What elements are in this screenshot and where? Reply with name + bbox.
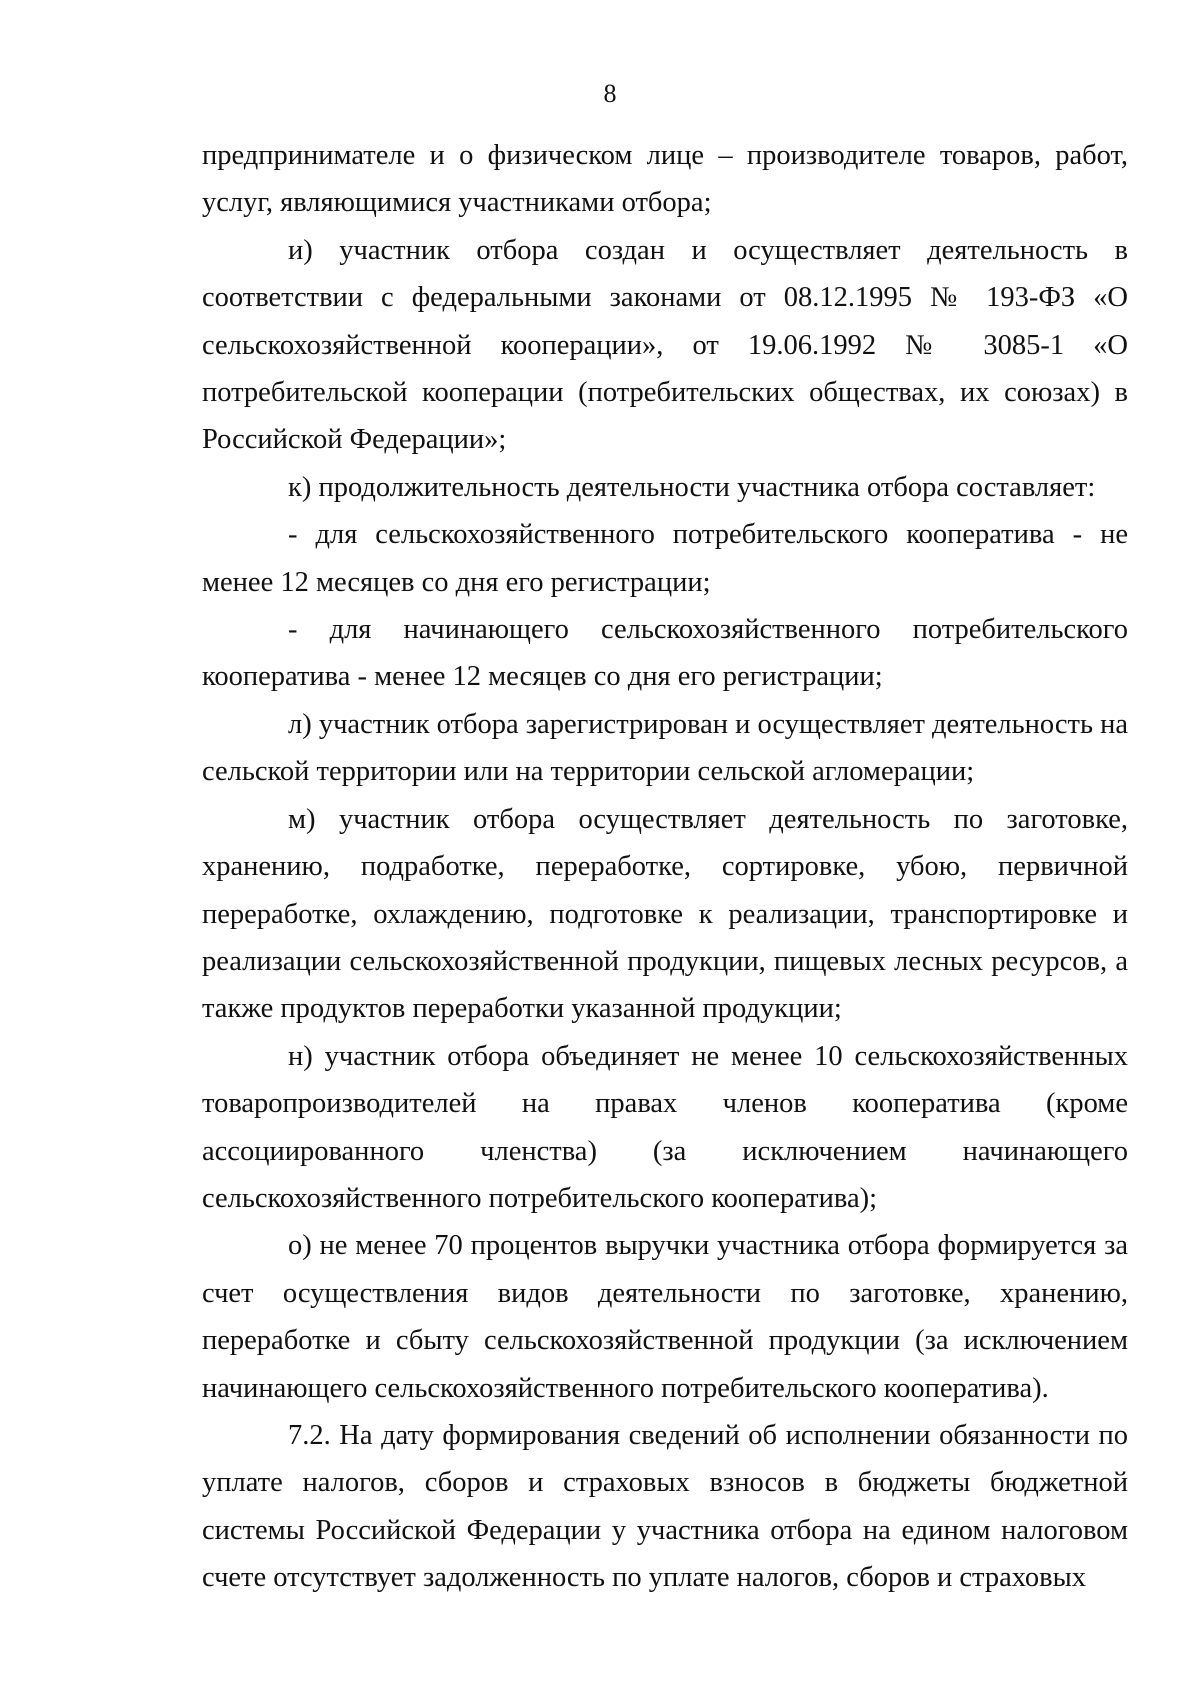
paragraph-item-o: о) не менее 70 процентов выручки участника отбора формируется за счет осуществления видов деятельности по заготовке, хранению, переработке и сбыту сельскохозяйственной продукции (за исключением начинающего сельскохозяйственного потребительского кооператива).	[202, 1230, 1128, 1404]
paragraph-continuation: предпринимателе и о физическом лице – производителе товаров, работ, услуг, являющимися участниками отбора;	[202, 140, 1128, 219]
paragraph-item-n: н) участник отбора объединяет не менее 10 сельскохозяйственных товаропроизводителей на правах членов кооператива (кроме ассоциированного членства) (за исключением начинающего сельскохозяйственного потребительского кооператива);	[202, 1040, 1128, 1214]
page-number: 8	[603, 79, 617, 108]
paragraph-section-7-2: 7.2. На дату формирования сведений об исполнении обязанности по уплате налогов, сборов и страховых взносов в бюджеты бюджетной системы Российской Федерации у участника отбора на едином налоговом счете отсутствует задолженность по уплате налогов, сборов и страховых	[202, 1419, 1128, 1594]
paragraph-subitem-cooperative: - для сельскохозяйственного потребительского кооператива - не менее 12 месяцев со дня его регистрации;	[202, 519, 1128, 598]
paragraph-item-i: и) участник отбора создан и осуществляет деятельность в соответствии с федеральными законами от 08.12.1995 № 193-ФЗ «О сельскохозяйственной кооперации», от 19.06.1992 № 3085-1 «О потребительской кооперации (потребительских обществах, их союзах) в Российской Федерации»;	[202, 234, 1128, 456]
paragraph-item-m: м) участник отбора осуществляет деятельность по заготовке, хранению, подработке, переработке, сортировке, убою, первичной переработке, охлаждению, подготовке к реализации, транспортировке и реализации сельскохозяйственной продукции, пищевых лесных ресурсов, а также продуктов переработки указанной продукции;	[202, 803, 1128, 1025]
paragraph-subitem-new-cooperative: - для начинающего сельскохозяйственного потребительского кооператива - менее 12 месяцев со дня его регистрации;	[202, 614, 1128, 693]
paragraph-item-l: л) участник отбора зарегистрирован и осуществляет деятельность на сельской территории или на территории сельской агломерации;	[202, 708, 1128, 788]
paragraph-item-k: к) продолжительность деятельности участника отбора составляет:	[288, 471, 1096, 503]
document-body	[202, 132, 1128, 1602]
